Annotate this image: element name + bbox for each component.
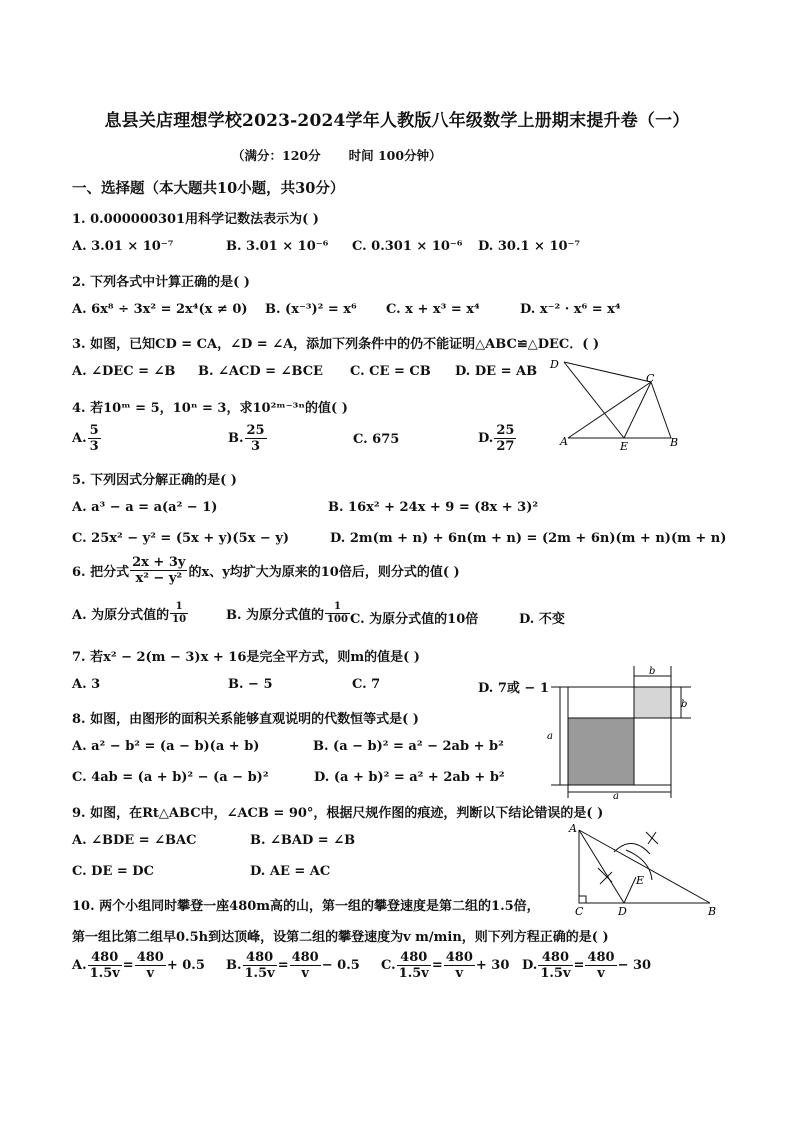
exam-subtitle — [232, 146, 442, 164]
q6-option-a: A. 为原分式值的 $\frac{1}{10}$ — [72, 601, 187, 625]
q8-square-figure — [543, 662, 693, 800]
q7-option-b: B. − 5 — [228, 677, 273, 692]
q3-label-b: B — [670, 436, 679, 449]
q4-option-c: C. 675 — [353, 432, 400, 447]
q5-option-b: B. 16x² + 24x + 9 = (8x + 3)² — [328, 500, 539, 515]
q1-option-b: B. 3.01 × 10⁻⁶ — [226, 239, 329, 254]
q2-option-b: B. (x⁻³)² = x⁶ — [265, 302, 357, 317]
q7-option-c: C. 7 — [352, 677, 381, 692]
q1-option-a: A. 3.01 × 10⁻⁷ — [72, 239, 174, 254]
q8-stem: 8. 如图，由图形的面积关系能够直观说明的代数恒等式是( ) — [72, 712, 419, 727]
q9-construction-figure — [562, 820, 724, 920]
q4-option-b: B. $\frac{25}{3}$ — [228, 423, 265, 454]
q6-option-d: D. 不变 — [519, 612, 565, 627]
score-info: （满分：120分 — [232, 148, 321, 163]
q2-option-d: D. x⁻² · x⁶ = x⁴ — [520, 302, 621, 317]
q2-option-a: A. 6x⁸ ÷ 3x² = 2x⁴(x ≠ 0) — [72, 302, 248, 317]
q8-label-b-right: b — [681, 699, 688, 710]
q7-option-d: D. 7或 − 1 — [478, 681, 549, 696]
q3-label-c: C — [646, 372, 655, 385]
q6-stem: 6. 把分式 $\frac{2x + 3y}{\text{x² − y²}}$ 的x、y均扩大为原来的10倍后，则分式的值( ) — [72, 555, 460, 586]
q3-stem: 3. 如图，已知CD = CA，∠D = ∠A，添加下列条件中的仍不能证明△ABC≌△DEC．( ) — [72, 337, 600, 352]
q5-option-c: C. 25x² − y² = (5x + y)(5x − y) — [72, 531, 290, 546]
q8-label-a-bottom: a — [613, 791, 619, 800]
q3-option-a: A. ∠DEC = ∠B — [72, 364, 176, 379]
q3-label-d: D — [550, 358, 559, 371]
q3-option-b: B. ∠ACD = ∠BCE — [198, 364, 323, 379]
q10-stem-line2: 第一组比第二组早0.5h到达顶峰，设第二组的攀登速度为v m/min，则下列方程正确的是( ) — [72, 930, 609, 945]
time-info: 时间 100分钟） — [348, 148, 442, 163]
q9-option-d: D. AE = AC — [250, 864, 331, 879]
q10-option-c: C. $\frac{480}{1.5v}$ = $\frac{480}{v}$ + 30 — [381, 950, 510, 981]
q3-triangle-figure — [548, 352, 688, 454]
q6-option-b: B. 为原分式值的 $\frac{1}{100}$ — [226, 601, 348, 625]
q3-label-a: A — [560, 435, 568, 448]
q6-option-c: C. 为原分式值的10倍 — [350, 612, 479, 627]
q8-option-b: B. (a − b)² = a² − 2ab + b² — [313, 739, 504, 754]
q7-stem: 7. 若x² − 2(m − 3)x + 16是完全平方式，则m的值是( ) — [72, 650, 420, 665]
exam-title: 息县关店理想学校2023-2024学年人教版八年级数学上册期末提升卷（一） — [104, 111, 690, 131]
q1-option-c: C. 0.301 × 10⁻⁶ — [352, 239, 463, 254]
q1-option-d: D. 30.1 × 10⁻⁷ — [478, 239, 581, 254]
q3-option-c: C. CE = CB — [350, 364, 431, 379]
q4-option-a: A. $\frac{5}{3}$ — [72, 423, 99, 454]
q8-option-c: C. 4ab = (a + b)² − (a − b)² — [72, 770, 269, 785]
q5-option-d: D. 2m(m + n) + 6n(m + n) = (2m + 6n)(m + n)(m + n) — [330, 531, 727, 546]
q10-option-b: B. $\frac{480}{1.5v}$ = $\frac{480}{v}$ − 0.5 — [226, 950, 360, 981]
q8-label-b-top: b — [649, 666, 656, 677]
q1-stem: 1. 0.000000301用科学记数法表示为( ) — [72, 212, 319, 227]
q9-label-b: B — [708, 905, 717, 918]
q9-stem: 9. 如图，在Rt△ABC中，∠ACB = 90°，根据尺规作图的痕迹，判断以下结论错误的是( ) — [72, 806, 604, 821]
q5-option-a: A. a³ − a = a(a² − 1) — [72, 500, 218, 515]
q9-label-d: D — [618, 905, 627, 918]
q10-option-a: A. $\frac{480}{1.5v}$ = $\frac{480}{v}$ + 0.5 — [72, 950, 205, 981]
q3-option-d: D. DE = AB — [455, 364, 538, 379]
q9-label-c: C — [575, 905, 584, 918]
q4-stem: 4. 若10ᵐ = 5，10ⁿ = 3，求10²ᵐ⁻³ⁿ的值( ) — [72, 401, 348, 416]
q5-stem: 5. 下列因式分解正确的是( ) — [72, 473, 237, 488]
q9-option-c: C. DE = DC — [72, 864, 154, 879]
q9-label-a: A — [569, 822, 577, 835]
q9-option-a: A. ∠BDE = ∠BAC — [72, 833, 197, 848]
q7-option-a: A. 3 — [72, 677, 101, 692]
q9-option-b: B. ∠BAD = ∠B — [250, 833, 356, 848]
q2-stem: 2. 下列各式中计算正确的是( ) — [72, 275, 250, 290]
q3-label-e: E — [620, 440, 629, 453]
q8-label-a-left: a — [547, 731, 553, 742]
q8-option-a: A. a² − b² = (a − b)(a + b) — [72, 739, 260, 754]
q10-stem-line1: 10. 两个小组同时攀登一座480m高的山，第一组的攀登速度是第二组的1.5倍， — [72, 899, 540, 914]
q8-option-d: D. (a + b)² = a² + 2ab + b² — [314, 770, 505, 785]
q10-option-d: D. $\frac{480}{1.5v}$ = $\frac{480}{v}$ − 30 — [522, 950, 652, 981]
q4-option-d: D. $\frac{25}{27}$ — [478, 423, 515, 454]
section-heading: 一、选择题（本大题共10小题，共30分） — [72, 180, 345, 197]
q2-option-c: C. x + x³ = x⁴ — [386, 302, 480, 317]
q9-label-e: E — [636, 874, 645, 887]
